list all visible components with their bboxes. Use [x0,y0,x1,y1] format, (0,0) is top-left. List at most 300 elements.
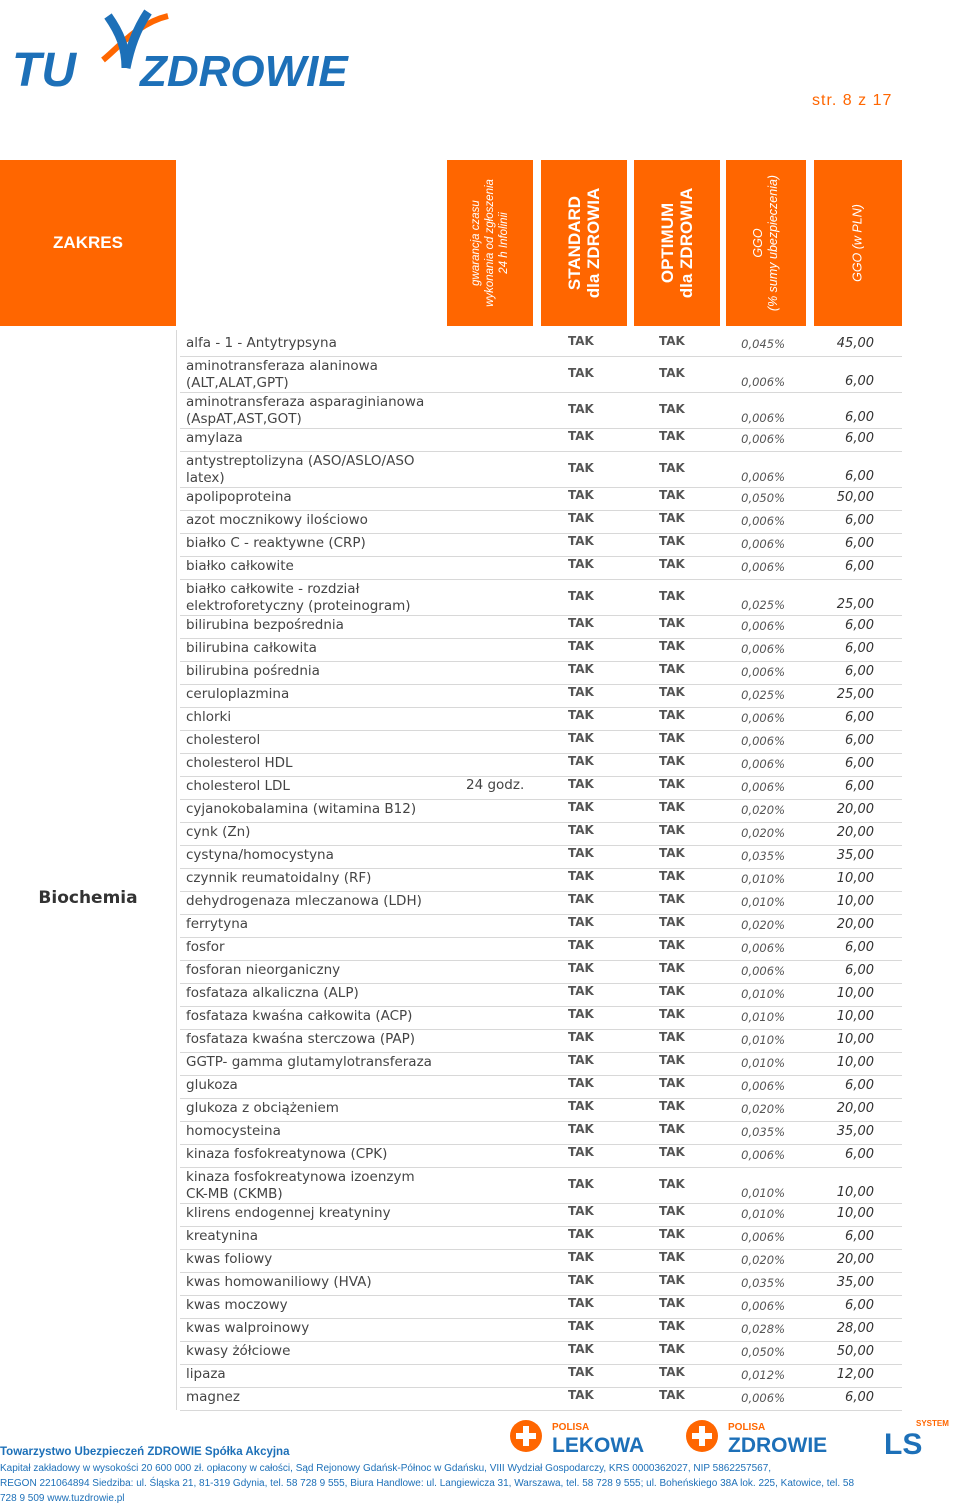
table-row [180,1052,902,1076]
row-optimum: TAK [659,961,685,975]
row-standard: TAK [568,429,594,443]
table-row [180,638,902,662]
row-ggo-pln: 50,00 [836,490,874,505]
header-optimum-line2: dla ZDROWIA [677,187,696,299]
row-optimum: TAK [659,1053,685,1067]
table-row [180,707,902,731]
row-ggo-percent: 0,006% [741,780,785,794]
row-ggo-percent: 0,010% [741,872,785,886]
footer-line-2: REGON 221064894 Siedziba: ul. Śląska 21, 81-319 Gdynia, tel. 58 728 9 555, Biura Handlowe: ul. Langiewicza 31, Warszawa, tel. 58 728 9 555; ul. Boheńskiego 38A lok. 225, Katowice, tel. 58 [0,1478,855,1489]
logo-ls-big: LS [884,1428,923,1456]
row-standard: TAK [568,1122,594,1136]
row-standard: TAK [568,334,594,348]
table-row [180,730,902,754]
row-optimum: TAK [659,639,685,653]
table-row [180,451,902,488]
row-ggo-percent: 0,006% [741,1391,785,1405]
table-row [180,937,902,961]
row-standard: TAK [568,800,594,814]
row-ggo-pln: 6,00 [845,559,874,574]
row-ggo-percent: 0,006% [741,941,785,955]
table-row [180,868,902,892]
row-name: kwas moczowy [186,1297,288,1313]
header-gwarancja-line1: gwarancja czasu [470,200,482,286]
row-standard: TAK [568,892,594,906]
table-row [180,487,902,511]
row-standard: TAK [568,557,594,571]
row-ggo-pln: 20,00 [836,1252,874,1267]
row-optimum: TAK [659,1076,685,1090]
row-name: klirens endogennej kreatyniny [186,1205,391,1221]
row-standard: TAK [568,461,594,475]
row-standard: TAK [568,777,594,791]
row-ggo-pln: 28,00 [836,1321,874,1336]
row-name: chlorki [186,709,232,725]
row-name: bilirubina bezpośrednia [186,617,344,633]
table-row [180,1272,902,1296]
table-row [180,822,902,846]
header-ggo-line2: (% sumy ubezpieczenia) [766,174,780,312]
table-row [180,510,902,534]
row-name: ceruloplazmina [186,686,290,702]
row-name: glukoza [186,1077,238,1093]
table-row [180,356,902,393]
row-ggo-pln: 35,00 [836,1275,874,1290]
row-optimum: TAK [659,1296,685,1310]
row-ggo-pln: 20,00 [836,1101,874,1116]
row-ggo-percent: 0,006% [741,757,785,771]
row-ggo-percent: 0,006% [741,734,785,748]
row-name: aminotransferaza asparaginianowa (AspAT,AST,GOT) [186,394,425,427]
row-name: białko całkowite - rozdział elektroforetyczny (proteinogram) [186,581,411,614]
row-name: cyjanokobalamina (witamina B12) [186,801,417,817]
row-ggo-percent: 0,035% [741,849,785,863]
row-name: alfa - 1 - Antytrypsyna [186,335,337,351]
row-ggo-percent: 0,006% [741,537,785,551]
row-ggo-pln: 6,00 [845,733,874,748]
row-ggo-pln: 6,00 [845,374,874,389]
row-optimum: TAK [659,366,685,380]
row-ggo-percent: 0,006% [741,1148,785,1162]
row-name: czynnik reumatoidalny (RF) [186,870,372,886]
row-ggo-percent: 0,028% [741,1322,785,1336]
row-ggo-pln: 6,00 [845,710,874,725]
company-name: Towarzystwo Ubezpieczeń ZDROWIE Spółka Akcyjna [0,1446,290,1458]
table-row [180,1075,902,1099]
row-name: azot mocznikowy ilościowo [186,512,368,528]
row-ggo-pln: 45,00 [836,336,874,351]
row-ggo-pln: 6,00 [845,513,874,528]
row-ggo-pln: 10,00 [836,1032,874,1047]
category-label: Biochemia [38,888,138,908]
logo-lekowa-big: LEKOWA [552,1434,645,1456]
row-name: amylaza [186,430,243,446]
table-row [180,1006,902,1030]
row-optimum: TAK [659,1099,685,1113]
row-ggo-percent: 0,020% [741,1102,785,1116]
row-standard: TAK [568,1250,594,1264]
row-standard: TAK [568,731,594,745]
row-name: kreatynina [186,1228,259,1244]
row-optimum: TAK [659,334,685,348]
row-optimum: TAK [659,511,685,525]
row-name: ferrytyna [186,916,249,932]
row-ggo-percent: 0,006% [741,1230,785,1244]
row-ggo-pln: 6,00 [845,1298,874,1313]
row-ggo-pln: 20,00 [836,802,874,817]
row-name: kwasy żółciowe [186,1343,291,1359]
row-ggo-pln: 20,00 [836,825,874,840]
row-optimum: TAK [659,662,685,676]
row-name: antystreptolizyna (ASO/ASLO/ASO latex) [186,453,415,486]
row-standard: TAK [568,639,594,653]
row-optimum: TAK [659,915,685,929]
row-standard: TAK [568,1388,594,1402]
row-ggo-pln: 10,00 [836,986,874,1001]
row-standard: TAK [568,708,594,722]
table-row [180,891,902,915]
row-standard: TAK [568,754,594,768]
table-row [180,533,902,557]
row-standard: TAK [568,534,594,548]
table-row [180,1029,902,1053]
row-optimum: TAK [659,557,685,571]
row-standard: TAK [568,1227,594,1241]
system-ls-logo [880,1416,958,1456]
row-name: kwas foliowy [186,1251,273,1267]
row-standard: TAK [568,1145,594,1159]
header-ggo-pln [814,160,902,326]
row-ggo-pln: 6,00 [845,963,874,978]
row-optimum: TAK [659,616,685,630]
row-name: cynk (Zn) [186,824,251,840]
row-ggo-percent: 0,025% [741,688,785,702]
row-ggo-pln: 6,00 [845,469,874,484]
row-optimum: TAK [659,1388,685,1402]
row-optimum: TAK [659,429,685,443]
row-ggo-pln: 25,00 [836,687,874,702]
row-optimum: TAK [659,777,685,791]
row-ggo-pln: 6,00 [845,756,874,771]
row-ggo-percent: 0,010% [741,1056,785,1070]
header-standard-line2: dla ZDROWIA [584,187,603,299]
row-ggo-percent: 0,020% [741,918,785,932]
row-standard: TAK [568,402,594,416]
row-name: fosfataza kwaśna całkowita (ACP) [186,1008,413,1024]
row-ggo-percent: 0,006% [741,514,785,528]
gwarancja-value: 24 godz. [466,777,525,793]
header-gwarancja [447,160,533,326]
row-ggo-percent: 0,006% [741,964,785,978]
row-name: fosfor [186,939,225,955]
row-ggo-pln: 6,00 [845,940,874,955]
row-ggo-percent: 0,010% [741,1033,785,1047]
table-row [180,1249,902,1273]
row-name: GGTP- gamma glutamylotransferaza [186,1054,432,1070]
row-ggo-pln: 6,00 [845,431,874,446]
row-ggo-percent: 0,006% [741,560,785,574]
row-ggo-pln: 6,00 [845,1229,874,1244]
row-ggo-pln: 10,00 [836,1206,874,1221]
row-standard: TAK [568,984,594,998]
row-ggo-pln: 6,00 [845,618,874,633]
row-optimum: TAK [659,754,685,768]
row-optimum: TAK [659,461,685,475]
row-ggo-percent: 0,006% [741,665,785,679]
table-row [180,1167,902,1204]
table-row [180,1203,902,1227]
header-zakres [0,160,176,326]
header-gwarancja-line2: wykonania od zgłoszenia [484,179,496,307]
header-gwarancja-line3: 24 h Infolinii [498,212,510,274]
row-name: bilirubina pośrednia [186,663,320,679]
page-number: str. 8 z 17 [812,92,893,109]
row-name: apolipoproteina [186,489,292,505]
row-ggo-percent: 0,006% [741,711,785,725]
row-ggo-percent: 0,035% [741,1125,785,1139]
row-optimum: TAK [659,1122,685,1136]
table-row [180,753,902,777]
row-optimum: TAK [659,1204,685,1218]
table-row [180,1387,902,1411]
row-optimum: TAK [659,488,685,502]
row-optimum: TAK [659,1319,685,1333]
table-row [180,914,902,938]
row-optimum: TAK [659,800,685,814]
row-ggo-pln: 10,00 [836,1185,874,1200]
table-row [180,1144,902,1168]
row-ggo-percent: 0,012% [741,1368,785,1382]
row-optimum: TAK [659,869,685,883]
row-standard: TAK [568,823,594,837]
row-optimum: TAK [659,534,685,548]
row-optimum: TAK [659,1007,685,1021]
row-optimum: TAK [659,708,685,722]
polisa-zdrowie-logo [684,1416,860,1456]
row-ggo-pln: 10,00 [836,1055,874,1070]
row-ggo-pln: 6,00 [845,410,874,425]
table-row [180,1226,902,1250]
row-ggo-pln: 6,00 [845,779,874,794]
footer-line-3: 728 9 509 www.tuzdrowie.pl [0,1493,125,1504]
table-row [180,983,902,1007]
row-optimum: TAK [659,938,685,952]
row-ggo-pln: 25,00 [836,597,874,612]
row-name: kinaza fosfokreatynowa (CPK) [186,1146,388,1162]
row-standard: TAK [568,1007,594,1021]
row-ggo-pln: 35,00 [836,848,874,863]
row-standard: TAK [568,869,594,883]
table-row [180,1295,902,1319]
row-ggo-percent: 0,006% [741,411,785,425]
row-optimum: TAK [659,1145,685,1159]
logo-text-zdrowie: ZDROWIE [140,47,348,96]
table-row [180,799,902,823]
header-optimum [634,160,720,326]
row-ggo-pln: 6,00 [845,664,874,679]
row-optimum: TAK [659,589,685,603]
row-name: homocysteina [186,1123,281,1139]
table-row [180,661,902,685]
row-optimum: TAK [659,1227,685,1241]
header-ggo-pln-label: GGO (w PLN) [850,204,865,282]
table-row [180,1341,902,1365]
table-row [180,615,902,639]
row-ggo-percent: 0,035% [741,1276,785,1290]
row-name: cholesterol LDL [186,778,290,794]
table-row [180,333,902,357]
row-ggo-pln: 6,00 [845,536,874,551]
row-name: kinaza fosfokreatynowa izoenzym CK-MB (CKMB) [186,1169,415,1202]
row-optimum: TAK [659,1365,685,1379]
row-standard: TAK [568,846,594,860]
row-optimum: TAK [659,731,685,745]
table-row [180,1121,902,1145]
row-ggo-pln: 6,00 [845,1078,874,1093]
row-ggo-percent: 0,010% [741,1010,785,1024]
row-optimum: TAK [659,823,685,837]
row-optimum: TAK [659,1273,685,1287]
row-standard: TAK [568,915,594,929]
row-standard: TAK [568,1342,594,1356]
row-standard: TAK [568,685,594,699]
row-ggo-percent: 0,020% [741,803,785,817]
logo-ls-small: SYSTEM [916,1419,949,1428]
header-ggo-line1: GGO [751,228,765,258]
row-ggo-pln: 10,00 [836,1009,874,1024]
row-optimum: TAK [659,846,685,860]
header-standard [541,160,627,326]
row-standard: TAK [568,589,594,603]
row-ggo-percent: 0,020% [741,826,785,840]
row-standard: TAK [568,1204,594,1218]
row-standard: TAK [568,938,594,952]
polisa-lekowa-logo [508,1416,668,1456]
row-ggo-percent: 0,010% [741,1186,785,1200]
row-name: białko całkowite [186,558,294,574]
row-name: kwas homowaniliowy (HVA) [186,1274,372,1290]
row-optimum: TAK [659,1250,685,1264]
header-ggo [726,160,806,326]
row-name: glukoza z obciążeniem [186,1100,339,1116]
row-name: fosfataza kwaśna sterczowa (PAP) [186,1031,416,1047]
row-standard: TAK [568,1365,594,1379]
table-row [180,845,902,869]
row-ggo-percent: 0,006% [741,1299,785,1313]
row-ggo-pln: 50,00 [836,1344,874,1359]
row-ggo-percent: 0,020% [741,1253,785,1267]
row-standard: TAK [568,616,594,630]
row-ggo-percent: 0,025% [741,598,785,612]
row-ggo-percent: 0,050% [741,491,785,505]
row-ggo-pln: 35,00 [836,1124,874,1139]
row-ggo-percent: 0,006% [741,432,785,446]
row-optimum: TAK [659,1342,685,1356]
row-standard: TAK [568,366,594,380]
column-divider [176,330,177,1410]
row-standard: TAK [568,1177,594,1191]
row-optimum: TAK [659,1030,685,1044]
row-ggo-percent: 0,045% [741,337,785,351]
tu-zdrowie-logo [8,8,353,98]
table-row [180,1364,902,1388]
table-row [180,684,902,708]
row-ggo-percent: 0,006% [741,1079,785,1093]
row-standard: TAK [568,1076,594,1090]
table-row [180,579,902,616]
row-name: magnez [186,1389,240,1405]
logo-zdrowie-small: POLISA [728,1422,766,1433]
row-name: białko C - reaktywne (CRP) [186,535,366,551]
logo-text-tu: TU [12,44,76,97]
row-ggo-percent: 0,006% [741,470,785,484]
header-standard-line1: STANDARD [565,195,584,291]
row-optimum: TAK [659,984,685,998]
row-ggo-pln: 10,00 [836,871,874,886]
row-ggo-pln: 6,00 [845,1147,874,1162]
row-ggo-pln: 10,00 [836,894,874,909]
row-standard: TAK [568,662,594,676]
row-name: dehydrogenaza mleczanowa (LDH) [186,893,422,909]
row-ggo-percent: 0,006% [741,642,785,656]
logo-zdrowie-big: ZDROWIE [728,1434,828,1456]
row-ggo-pln: 20,00 [836,917,874,932]
table-row [180,776,902,800]
row-ggo-percent: 0,050% [741,1345,785,1359]
row-ggo-percent: 0,010% [741,987,785,1001]
row-name: cholesterol HDL [186,755,293,771]
row-name: lipaza [186,1366,226,1382]
row-name: fosforan nieorganiczny [186,962,341,978]
row-name: cystyna/homocystyna [186,847,334,863]
row-name: cholesterol [186,732,261,748]
table-row [180,1098,902,1122]
row-standard: TAK [568,1319,594,1333]
table-row [180,1318,902,1342]
row-ggo-pln: 6,00 [845,641,874,656]
row-name: bilirubina całkowita [186,640,317,656]
row-ggo-percent: 0,010% [741,1207,785,1221]
header-zakres-label: ZAKRES [53,233,123,252]
row-standard: TAK [568,511,594,525]
row-optimum: TAK [659,1177,685,1191]
row-ggo-percent: 0,010% [741,895,785,909]
row-ggo-pln: 12,00 [836,1367,874,1382]
row-standard: TAK [568,1296,594,1310]
row-standard: TAK [568,961,594,975]
row-optimum: TAK [659,685,685,699]
row-optimum: TAK [659,892,685,906]
row-name: aminotransferaza alaninowa (ALT,ALAT,GPT) [186,358,378,391]
header-optimum-line1: OPTIMUM [658,202,677,284]
row-name: kwas walproinowy [186,1320,310,1336]
table-row [180,556,902,580]
row-standard: TAK [568,1273,594,1287]
row-optimum: TAK [659,402,685,416]
table-row [180,428,902,452]
row-standard: TAK [568,1099,594,1113]
table-row [180,960,902,984]
row-standard: TAK [568,1053,594,1067]
table-row [180,392,902,429]
row-ggo-percent: 0,006% [741,375,785,389]
row-standard: TAK [568,488,594,502]
row-standard: TAK [568,1030,594,1044]
row-ggo-pln: 6,00 [845,1390,874,1405]
logo-lekowa-small: POLISA [552,1422,590,1433]
footer-line-1: Kapitał zakładowy w wysokości 20 600 000 zł. opłacony w całości, Sąd Rejonowy Gdańsk-Północ w Gdańsku, VIII Wydział Gospodarczy, KRS 0000362027, NIP 5862257567, [0,1463,772,1474]
row-ggo-percent: 0,006% [741,619,785,633]
